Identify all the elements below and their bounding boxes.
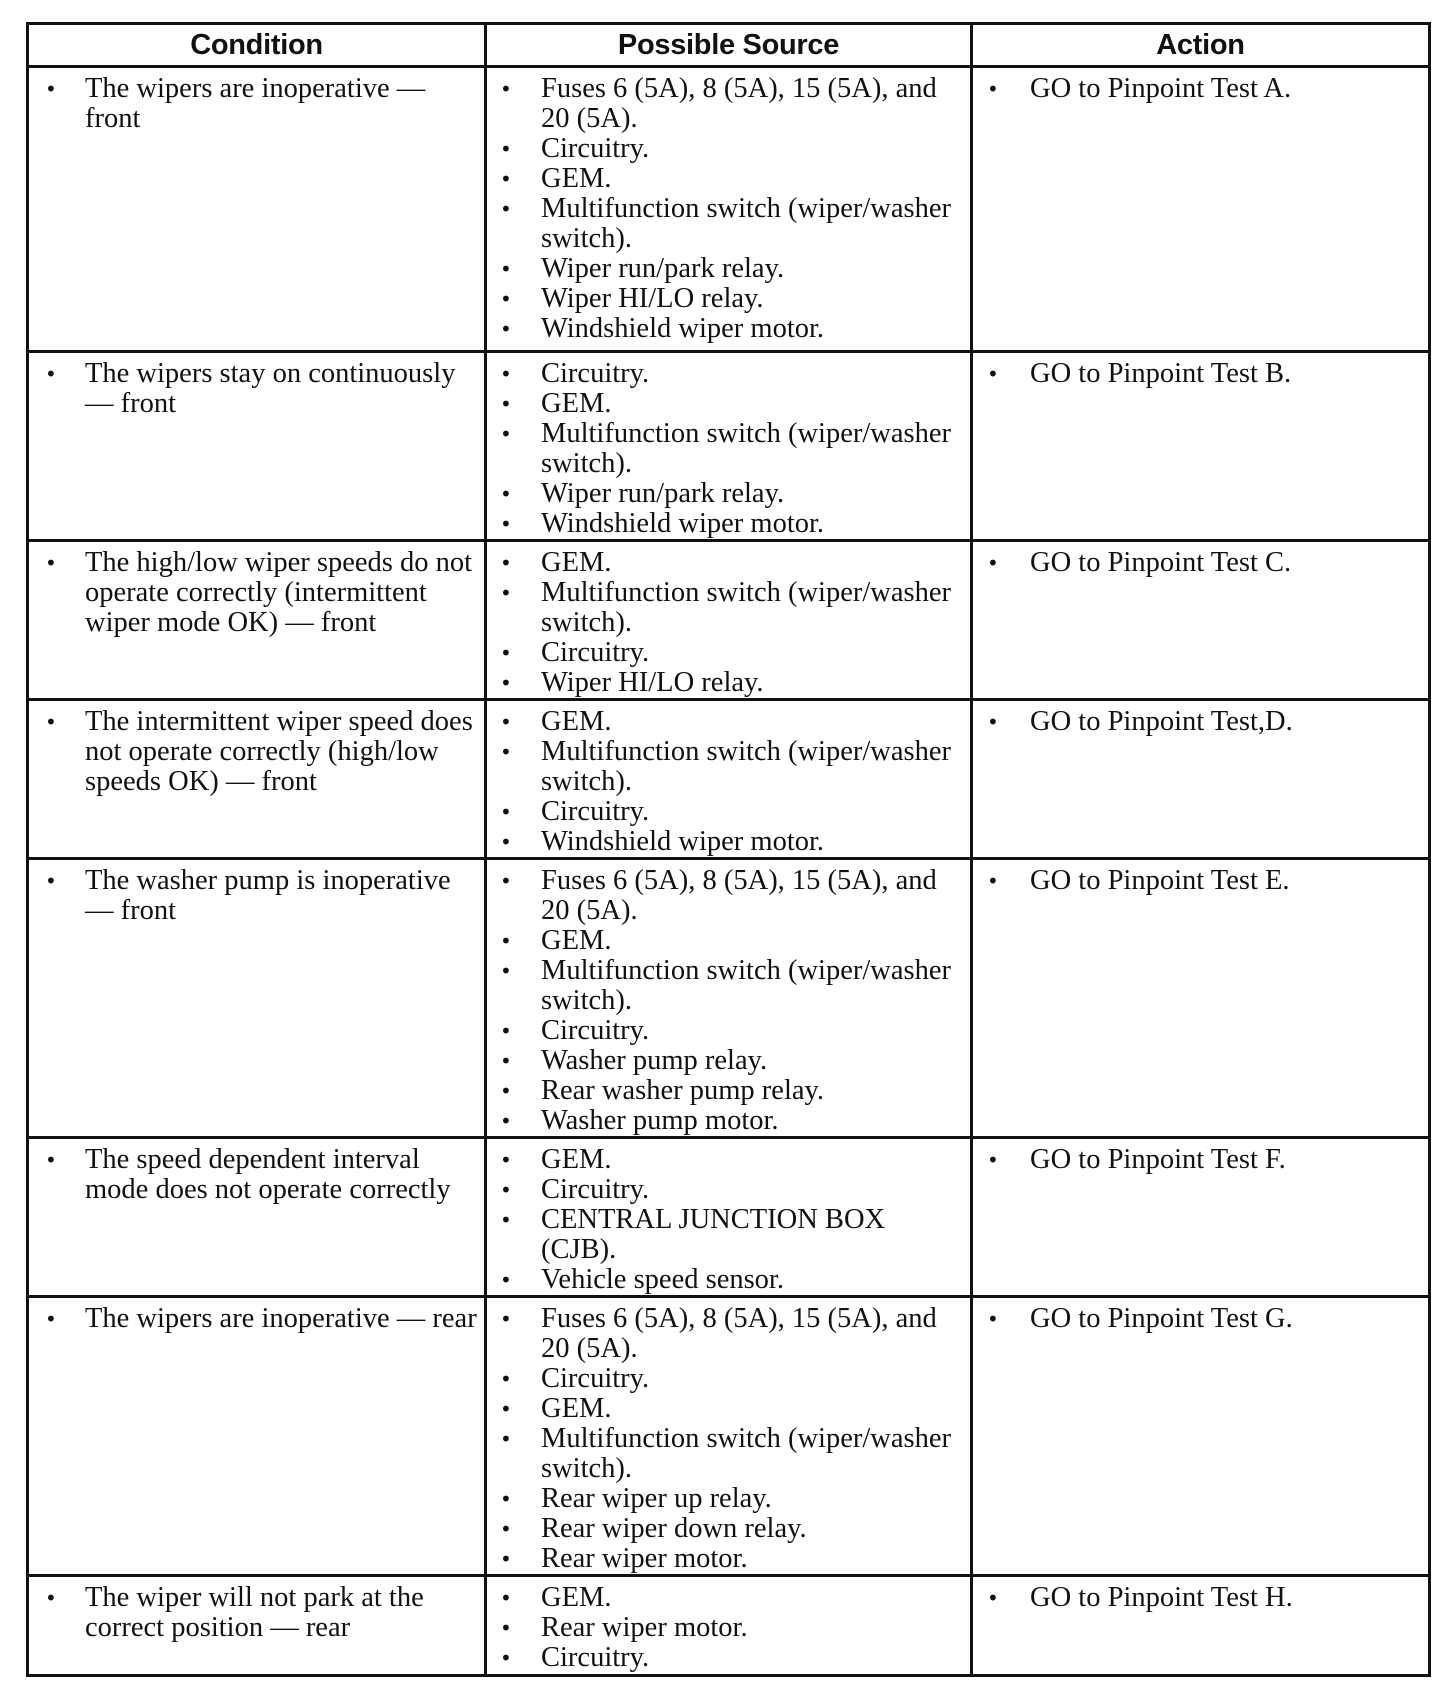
action-cell <box>972 67 1430 352</box>
table-row <box>28 1576 1430 1676</box>
action-text: • GO to Pinpoint Test G. <box>973 1304 1422 1334</box>
possible-source-header: Possible Source <box>486 24 972 67</box>
source-list-item: • GEM. <box>487 1145 964 1175</box>
possible-source-cell <box>486 67 972 352</box>
symptom-chart-table <box>26 22 1431 1677</box>
source-list-item: • Vehicle speed sensor. <box>487 1265 964 1295</box>
source-list-item: • GEM. <box>487 389 964 419</box>
condition-cell <box>28 352 486 541</box>
possible-source-cell <box>486 700 972 859</box>
table-row <box>28 700 1430 859</box>
table-row <box>28 352 1430 541</box>
condition-cell <box>28 1297 486 1576</box>
action-text: • GO to Pinpoint Test,D. <box>973 707 1422 737</box>
possible-source-cell <box>486 1138 972 1297</box>
source-list-item: • Fuses 6 (5A), 8 (5A), 15 (5A), and 20 (5A). <box>487 74 964 134</box>
action-cell <box>972 1138 1430 1297</box>
possible-source-cell <box>486 1297 972 1576</box>
action-text: • GO to Pinpoint Test E. <box>973 866 1422 896</box>
possible-source-cell <box>486 352 972 541</box>
source-list-item: • GEM. <box>487 1394 964 1424</box>
source-list-item: • Multifunction switch (wiper/washer switch). <box>487 194 964 254</box>
source-list-item: • GEM. <box>487 926 964 956</box>
source-list-item: • Circuitry. <box>487 797 964 827</box>
source-list-item: • Wiper HI/LO relay. <box>487 284 964 314</box>
source-list-item: • Wiper run/park relay. <box>487 254 964 284</box>
action-cell <box>972 859 1430 1138</box>
action-cell <box>972 541 1430 700</box>
source-list-item: • Washer pump motor. <box>487 1106 964 1136</box>
possible-source-cell <box>486 541 972 700</box>
source-list-item: • GEM. <box>487 548 964 578</box>
condition-cell <box>28 700 486 859</box>
source-list-item: • Circuitry. <box>487 359 964 389</box>
action-text: • GO to Pinpoint Test H. <box>973 1583 1422 1613</box>
condition-cell <box>28 541 486 700</box>
action-cell <box>972 1576 1430 1676</box>
condition-cell <box>28 67 486 352</box>
table-row <box>28 1138 1430 1297</box>
condition-text: • The intermittent wiper speed does not operate correctly (high/low speeds OK) — front <box>29 707 478 797</box>
table-row <box>28 67 1430 352</box>
source-list-item: • Rear wiper motor. <box>487 1613 964 1643</box>
table-body <box>28 67 1430 1676</box>
condition-text: • The wipers stay on continuously — front <box>29 359 478 419</box>
source-list-item: • Multifunction switch (wiper/washer switch). <box>487 956 964 1016</box>
source-list-item: • Circuitry. <box>487 638 964 668</box>
condition-text: • The washer pump is inoperative — front <box>29 866 478 926</box>
source-list-item: • Rear wiper down relay. <box>487 1514 964 1544</box>
condition-text: • The speed dependent interval mode does not operate correctly <box>29 1145 478 1205</box>
source-list-item: • Multifunction switch (wiper/washer switch). <box>487 737 964 797</box>
action-text: • GO to Pinpoint Test C. <box>973 548 1422 578</box>
source-list-item: • GEM. <box>487 707 964 737</box>
condition-text: • The wipers are inoperative — front <box>29 74 478 134</box>
source-list-item: • Circuitry. <box>487 1016 964 1046</box>
table-row <box>28 541 1430 700</box>
source-list-item: • Wiper HI/LO relay. <box>487 668 964 698</box>
condition-text: • The high/low wiper speeds do not operate correctly (intermittent wiper mode OK) — front <box>29 548 478 638</box>
source-list-item: • Windshield wiper motor. <box>487 827 964 857</box>
source-list-item: • Rear washer pump relay. <box>487 1076 964 1106</box>
condition-header: Condition <box>28 24 486 67</box>
header-row <box>28 24 1430 67</box>
source-list-item: • Circuitry. <box>487 1175 964 1205</box>
source-list-item: • Wiper run/park relay. <box>487 479 964 509</box>
source-list-item: • Windshield wiper motor. <box>487 509 964 539</box>
source-list-item: • Multifunction switch (wiper/washer switch). <box>487 578 964 638</box>
possible-source-cell <box>486 859 972 1138</box>
source-list-item: • Multifunction switch (wiper/washer switch). <box>487 1424 964 1484</box>
source-list-item: • Circuitry. <box>487 1364 964 1394</box>
action-text: • GO to Pinpoint Test B. <box>973 359 1422 389</box>
source-list-item: • CENTRAL JUNCTION BOX (CJB). <box>487 1205 964 1265</box>
source-list-item: • Multifunction switch (wiper/washer switch). <box>487 419 964 479</box>
condition-text: • The wiper will not park at the correct position — rear <box>29 1583 478 1643</box>
action-cell <box>972 352 1430 541</box>
source-list-item: • GEM. <box>487 164 964 194</box>
source-list-item: • Circuitry. <box>487 134 964 164</box>
source-list-item: • Windshield wiper motor. <box>487 314 964 344</box>
table-row <box>28 1297 1430 1576</box>
possible-source-cell <box>486 1576 972 1676</box>
diagnostic-table-container <box>26 22 1431 1677</box>
source-list-item: • Fuses 6 (5A), 8 (5A), 15 (5A), and 20 (5A). <box>487 866 964 926</box>
action-text: • GO to Pinpoint Test F. <box>973 1145 1422 1175</box>
table-row <box>28 859 1430 1138</box>
condition-cell <box>28 859 486 1138</box>
action-cell <box>972 700 1430 859</box>
source-list-item: • Circuitry. <box>487 1643 964 1673</box>
source-list-item: • Rear wiper motor. <box>487 1544 964 1574</box>
action-header: Action <box>972 24 1430 67</box>
source-list-item: • Rear wiper up relay. <box>487 1484 964 1514</box>
action-cell <box>972 1297 1430 1576</box>
condition-text: • The wipers are inoperative — rear <box>29 1304 478 1334</box>
action-text: • GO to Pinpoint Test A. <box>973 74 1422 104</box>
source-list-item: • Fuses 6 (5A), 8 (5A), 15 (5A), and 20 (5A). <box>487 1304 964 1364</box>
source-list-item: • GEM. <box>487 1583 964 1613</box>
source-list-item: • Washer pump relay. <box>487 1046 964 1076</box>
condition-cell <box>28 1138 486 1297</box>
condition-cell <box>28 1576 486 1676</box>
